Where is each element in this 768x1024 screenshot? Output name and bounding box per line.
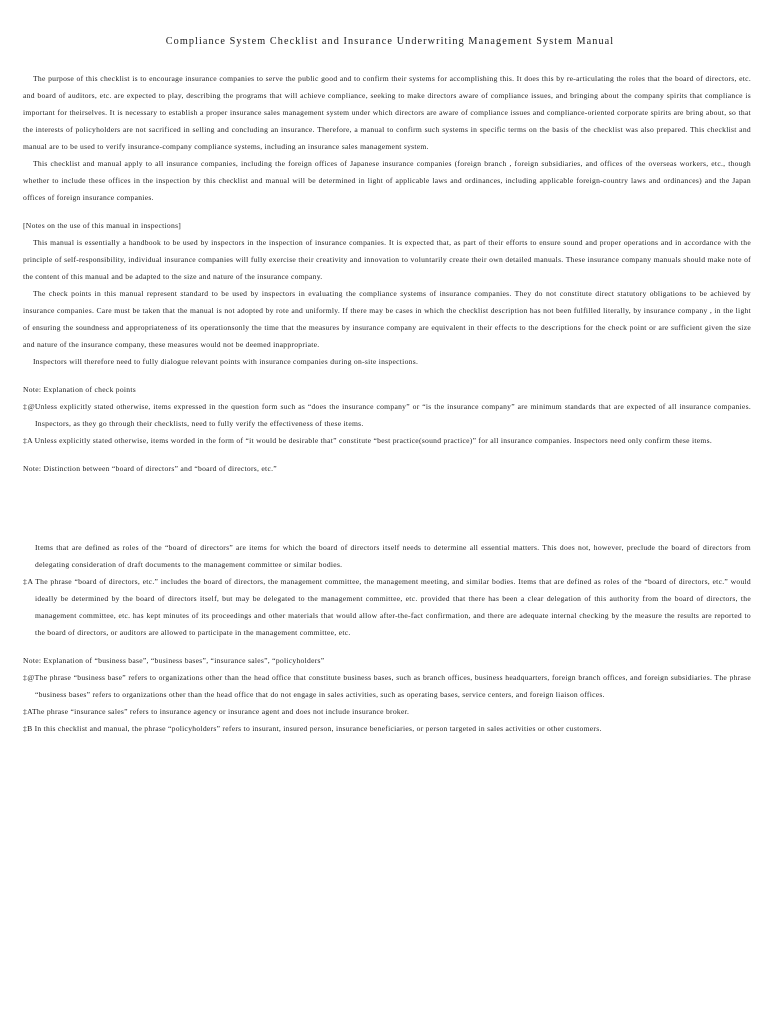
notes-use-paragraph: The check points in this manual represent standard to be used by inspectors in evaluating the compliance systems of insurance companies. They do not constitute direct statutory obligations to be achieved by insurance companies. Care must be taken that the manual is not adopted by rote and uniformly. If there may be cases in which the checklist description has not been fulfilled literally, by insurance company , in the light of ensuring the soundness and appropriateness of its operationsonly the time that the measures by insurance company are equivalent in their effects to the descriptions for the check point or are sufficient given the size and nature of the insurance company, these measures would not be deemed inappropriate.: [23, 289, 751, 349]
business-base-heading: Note: Explanation of “business base”, “business bases”, “insurance sales”, “policyholders”: [23, 656, 325, 665]
board-distinction-item: Items that are defined as roles of the “board of directors” are items for which the board of directors itself needs to determine all essential matters. This does not, however, preclude the board of directors from delegating consideration of draft documents to the management committee or similar bodies.: [35, 543, 751, 569]
intro-paragraph: The purpose of this checklist is to encourage insurance companies to serve the public good and to confirm their systems for accomplishing this. It does this by re-articulating the roles that the board of directors, etc. and board of auditors, etc. are expected to play, describing the programs that will achieve compliance, seeking to make directors aware of compliance issues, and bringing about the company spirits that compliance is important for theirselves. It is necessary to establish a proper insurance sales management system under which directors are aware of compliance issues and compliance-oriented corporate spirits are bring about, so that the interests of policyholders are not sacrificed in selling and concluding an insurance. Therefore, a manual to confirm such systems in specific terms on the basis of the checklist was also prepared. This checklist and manual are to be used to verify insurance-company compliance systems, including an insurance sales management system.: [23, 74, 751, 151]
business-base-item: ‡AThe phrase “insurance sales” refers to insurance agency or insurance agent and does not include insurance broker.: [23, 707, 410, 716]
notes-use-paragraph: Inspectors will therefore need to fully dialogue relevant points with insurance companies during on-site inspections.: [33, 357, 419, 366]
board-distinction-heading: Note: Distinction between “board of directors” and “board of directors, etc.”: [23, 464, 277, 473]
business-base-item: ‡@The phrase “business base” refers to organizations other than the head office that constitute business bases, such as branch offices, business headquarters, foreign branch offices, and foreign subsidiaries. The phrase “business bases” refers to organizations other than the head office that do not engage in sales activities, such as operating bases, service centers, and foreign liaison offices.: [23, 673, 751, 699]
business-base-item: ‡B In this checklist and manual, the phrase “policyholders” refers to insurant, insured person, insurance beneficiaries, or person targeted in sales activities or other customers.: [23, 724, 602, 733]
intro-paragraph: This checklist and manual apply to all insurance companies, including the foreign offices of Japanese insurance companies (foreign branch , foreign subsidiaries, and offices of the overseas workers, etc., though whether to include these offices in the inspection by this checklist and manual will be determined in light of applicable laws and ordinances, including applicable foreign-country laws and ordinances) and the Japan offices of foreign insurance companies.: [23, 159, 751, 202]
check-points-heading: Note: Explanation of check points: [23, 385, 136, 394]
check-point-item: ‡@Unless explicitly stated otherwise, items expressed in the question form such as “does the insurance company” or “is the insurance company” are minimum standards that are expected of all insurance companies. Inspectors, as they go through their checklists, need to fully verify the effectiveness of these items.: [23, 402, 751, 428]
check-point-item: ‡A Unless explicitly stated otherwise, items worded in the form of “it would be desirable that” constitute “best practice(sound practice)” for all insurance companies. Inspectors need only confirm these items.: [23, 436, 713, 445]
notes-use-paragraph: This manual is essentially a handbook to be used by inspectors in the inspection of insurance companies. It is expected that, as part of their efforts to ensure sound and proper operations and in accordance with the principle of self-responsibility, individual insurance companies will fully exercise their creativity and innovation to voluntarily create their own detailed manuals. These insurance company manuals should make note of the content of this manual and be adapted to the size and nature of the insurance company.: [23, 238, 751, 281]
notes-use-heading: [Notes on the use of this manual in inspections]: [23, 221, 182, 230]
board-distinction-item: ‡A The phrase “board of directors, etc.” includes the board of directors, the management committee, the management meeting, and similar bodies. Items that are defined as roles of the “board of directors, etc.” would ideally be determined by the board of directors itself, but may be delegated to the management committee, etc. provided that there has been a clear delegation of this authority from the board of directors, the management committee, etc. has kept minutes of its proceedings and other materials that would allow after-the-fact confirmation, and there are adequate internal checking by the measure the results are reported to the board of directors, or auditors are allowed to participate in the management committee, etc.: [23, 577, 751, 637]
document-title: Compliance System Checklist and Insurance Underwriting Management System Manual: [165, 36, 615, 47]
